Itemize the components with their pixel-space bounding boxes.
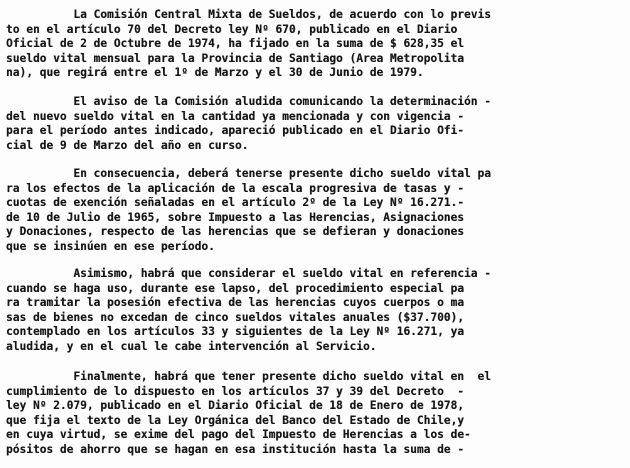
text-line: Oficial de 2 de Octubre de 1974, ha fijado en la suma de $ 628,35 el — [6, 37, 465, 51]
paragraph-aviso-comision — [6, 95, 626, 153]
text-line: aludida, y en el cual le cabe intervención al Servicio. — [6, 339, 377, 353]
text-line: pósitos de ahorro que se hagan en esa institución hasta la suma de - — [6, 442, 465, 456]
text-line: cuotas de exención señaladas en el artículo 2º de la Ley Nº 16.271.- — [6, 196, 465, 210]
text-line: para el período antes indicado, apareció publicado en el Diario Ofi- — [6, 124, 465, 138]
text-line: Asimismo, habrá que considerar el sueldo vital en referencia - — [6, 267, 491, 280]
text-line: na), que regirá entre el 1º de Marzo y el 30 de Junio de 1979. — [6, 66, 424, 80]
paragraph-en-consecuencia — [6, 167, 626, 255]
text-line: El aviso de la Comisión aludida comunicando la determinación - — [6, 95, 491, 108]
text-line: que se insinúen en ese período. — [6, 239, 215, 253]
paragraph-finalmente — [6, 370, 626, 458]
text-line: ley Nº 2.079, publicado en el Diario Oficial de 18 de Enero de 1978, — [6, 399, 465, 413]
text-line: ra los efectos de la aplicación de la escala progresiva de tasas y - — [6, 181, 465, 195]
text-line: sas de bienes no excedan de cinco sueldos vitales anuales ($37.700), — [6, 310, 465, 324]
paragraph-sueldo-vital-fijado — [6, 8, 626, 81]
paragraph-asimismo — [6, 267, 626, 355]
text-line: del nuevo sueldo vital en la cantidad ya mencionada y con vigencia - — [6, 109, 465, 123]
text-line: cuando se haga uso, durante ese lapso, del procedimiento especial pa — [6, 281, 465, 295]
text-line: La Comisión Central Mixta de Sueldos, de acuerdo con lo previs — [6, 8, 491, 21]
text-line: Finalmente, habrá que tener presente dicho sueldo vital en el — [6, 370, 491, 383]
text-line: que fija el texto de la Ley Orgánica del Banco del Estado de Chile,y — [6, 413, 465, 427]
text-line: cial de 9 de Marzo del año en curso. — [6, 138, 249, 152]
text-line: cumplimiento de lo dispuesto en los artículos 37 y 39 del Decreto - — [6, 384, 465, 398]
text-line: contemplado en los artículos 33 y siguientes de la Ley Nº 16.271, ya — [6, 325, 465, 339]
text-line: ra tramitar la posesión efectiva de las herencias cuyos cuerpos o ma — [6, 296, 465, 310]
text-line: de 10 de Julio de 1965, sobre Impuesto a las Herencias, Asignaciones — [6, 210, 465, 224]
text-line: sueldo vital mensual para la Provincia de Santiago (Area Metropolita — [6, 51, 465, 65]
text-line: y Donaciones, respecto de las herencias que se defieran y donaciones — [6, 225, 465, 239]
text-line: to en el artículo 70 del Decreto ley Nº 670, publicado en el Diario — [6, 22, 458, 36]
text-line: En consecuencia, deberá tenerse presente dicho sueldo vital pa — [6, 167, 491, 180]
text-line: en cuya virtud, se exime del pago del Impuesto de Herencias a los de- — [6, 428, 471, 442]
